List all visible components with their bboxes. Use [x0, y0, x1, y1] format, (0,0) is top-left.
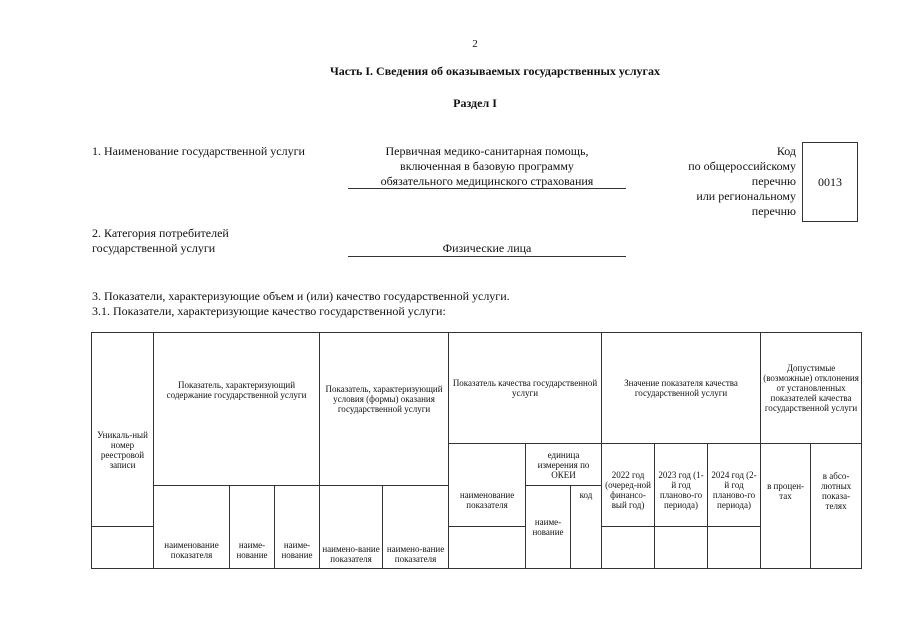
absolute-header: в абсо-лютных показа-телях [811, 444, 862, 569]
year-2022-header: 2022 год (очеред-ной финансо-вый год) [602, 444, 655, 527]
paragraph-3: 3. Показатели, характеризующие объем и (или) качество государственной услуги. [92, 289, 510, 303]
code-label-line: перечню [751, 204, 796, 218]
code-label-line: или региональному [696, 189, 796, 203]
unit-code-header: код [571, 486, 602, 569]
part-title: Часть I. Сведения об оказываемых государственных услугах [329, 64, 661, 78]
value-group-header: Значение показателя качества государственной услуги [602, 333, 761, 444]
unique-number-blank [92, 527, 154, 569]
section-title: Раздел I [453, 96, 497, 110]
year-blank [655, 527, 708, 569]
category-underline [348, 256, 626, 257]
quality-group-header: Показатель качества государственной услуги [449, 333, 602, 444]
service-value [348, 144, 626, 189]
content-group-header: Показатель, характеризующий содержание государственной услуги [154, 333, 320, 486]
category-label-line: 2. Категория потребителей [92, 226, 229, 240]
code-label [650, 144, 796, 219]
condition-col-header: наимено-вание показателя [383, 486, 449, 569]
category-label [92, 226, 229, 256]
code-label-line: по общероссийскому [688, 159, 796, 173]
table-header-row [92, 333, 862, 444]
unit-name-header: наиме-нование [526, 486, 571, 569]
code-label-line: Код [776, 144, 796, 158]
service-label: 1. Наименование государственной услуги [92, 144, 305, 158]
service-value-line: Первичная медико-санитарная помощь, [385, 144, 589, 158]
year-2023-header: 2023 год (1-й год планово-го периода) [655, 444, 708, 527]
indicator-name-blank [449, 527, 526, 569]
category-label-line: государственной услуги [92, 241, 216, 255]
indicator-name-header: наименование показателя [449, 444, 526, 527]
code-value: 0013 [818, 174, 842, 189]
condition-group-header: Показатель, характеризующий условия (формы) оказания государственной услуги [320, 333, 449, 486]
code-label-line: перечню [751, 174, 796, 188]
content-col-header: наиме-нование [275, 486, 320, 569]
content-col-header: наиме-нование [230, 486, 275, 569]
year-2024-header: 2024 год (2-й год планово-го периода) [708, 444, 761, 527]
content-col-header: наименование показателя [154, 486, 230, 569]
service-value-line: обязательного медицинского страхования [380, 174, 594, 188]
year-blank [602, 527, 655, 569]
page-number: 2 [472, 38, 478, 50]
unit-group-header: единица измерения по ОКЕИ [526, 444, 602, 486]
condition-col-header: наимено-вание показателя [320, 486, 383, 569]
quality-indicators-table [91, 332, 862, 569]
year-blank [708, 527, 761, 569]
paragraph-3-1: 3.1. Показатели, характеризующие качество государственной услуги: [92, 304, 446, 318]
service-value-line: включенная в базовую программу [400, 159, 574, 173]
code-box [802, 142, 858, 222]
service-underline [348, 188, 626, 189]
deviation-group-header: Допустимые (возможные) отклонения от установленных показателей качества государственной услуги [761, 333, 862, 444]
unique-number-header: Уникаль-ный номер реестровой записи [92, 333, 154, 527]
category-value: Физические лица [442, 241, 532, 255]
percent-header: в процен-тах [761, 444, 811, 569]
